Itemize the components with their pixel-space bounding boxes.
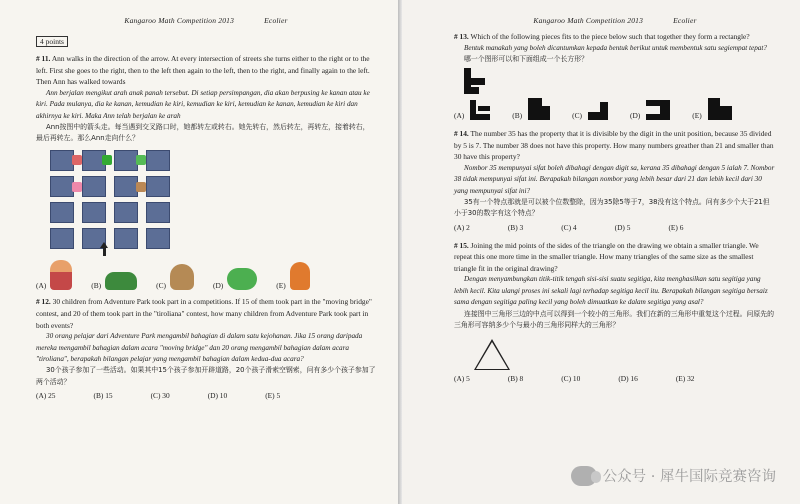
q11-english: Ann walks in the direction of the arrow. At every intersection of streets she turns either to the right or to the left. First she goes to the right, then to the left then again to the left, then to the right, and finally again to the left. Then Ann has walked towards <box>36 54 370 87</box>
q14-option-b[interactable]: (B) 3 <box>507 222 524 232</box>
grid-block <box>50 202 74 223</box>
q12-option-a[interactable]: (A) 25 <box>36 390 56 400</box>
piece-a <box>470 100 490 120</box>
grid-block <box>114 228 138 249</box>
q12-option-e[interactable]: (E) 5 <box>265 390 281 400</box>
points-badge: 4 points <box>36 36 68 47</box>
question-15 <box>454 240 776 383</box>
grid-block <box>82 176 106 197</box>
wechat-logo-icon <box>571 466 597 486</box>
grid-block <box>50 150 74 171</box>
header-level: Ecolier <box>673 16 697 25</box>
q12-english: 30 children from Adventure Park took part in a competitions. If 15 of them took part in the "moving bridge" contest, and 20 of them took part in the "tiroliana" contest, how many children from Adventure Park took part in both events? <box>36 297 372 330</box>
q15-option-a[interactable]: (A) 5 <box>454 374 470 384</box>
frog-icon <box>227 268 257 290</box>
q15-chinese: 连接图中三角形三边的中点可以得到一个较小的三角形。我们在新的三角形中重复这个过程。问原先的三角形可容纳多少个与最小的三角形同样大的三角形？ <box>454 309 775 329</box>
grid-block <box>50 176 74 197</box>
q14-malay: Nombor 35 mempunyai sifat boleh dibahagi dengan digit sa, kerana 35 dibahagi dengan 5 ialah 7. Nombor 38 tidak mempunyai sifat ini. Berapakah bilangan nombor yang lebih besar dari 21 dan lebih kecil dari 30 yang mempunyai sifat ini? <box>454 163 775 195</box>
grid-block <box>146 228 170 249</box>
q13-malay: Bentuk manakah yang boleh dicantumkan kepada bentuk berikut untuk membentuk satu segiempat tepat? <box>464 43 767 52</box>
grid-block <box>146 150 170 171</box>
q15-english: Joining the mid points of the sides of the triangle on the drawing we obtain a smaller triangle. We repeat this one more time in the smaller triangle. How many triangles of the same size as the smallest triangle fit in the original drawing? <box>454 240 759 273</box>
q11-option-b[interactable]: (B) <box>91 272 137 290</box>
q11-chinese: Ann按图中的箭头走。每当遇到交叉路口时，她都转左或转右。她先转右，然后转左，再转左，接着转右，最后再转左。那么Ann走向什么？ <box>36 123 370 143</box>
q12-option-b[interactable]: (B) 15 <box>93 390 113 400</box>
q13-option-c[interactable]: (C) <box>572 102 608 120</box>
page-header <box>36 16 376 25</box>
triangle-figure <box>474 339 510 370</box>
doll-icon <box>72 155 82 165</box>
q13-option-e[interactable]: (E) <box>692 98 731 120</box>
car-icon <box>105 272 137 290</box>
q15-option-e[interactable]: (E) 32 <box>675 374 695 384</box>
question-14 <box>454 128 776 231</box>
q11-option-c[interactable]: (C) <box>156 264 194 290</box>
grid-block <box>146 176 170 197</box>
q11-malay: Ann berjalan mengikut arah anak panah tersebut. Di setiap persimpangan, dia akan berpusing ke kanan atau ke kiri. Pada mulanya, dia ke kanan, kemudian ke kiri, kemudian ke kiri, kemudian ke kanan, kemudian ke kiri dan akhirnya ke kiri. Maka Ann telah berjalan ke arah <box>36 88 370 120</box>
header-title: Kangaroo Math Competition 2013 <box>533 16 644 25</box>
q11-option-e[interactable]: (E) <box>276 262 309 290</box>
q15-options <box>454 374 776 383</box>
q13-number: # 13. <box>454 32 469 41</box>
q11-option-a[interactable]: (A) <box>36 260 72 290</box>
question-11 <box>36 53 376 290</box>
header-level: Ecolier <box>264 16 288 25</box>
piece-e <box>708 98 732 120</box>
q14-option-e[interactable]: (E) 6 <box>668 222 684 232</box>
q15-malay: Dengan menyambungkan titik-titik tengah sisi-sisi suatu segitiga, kita menghasilkan satu segitiga yang lebih kecil. Kita ulangi proses ini sekali lagi terhadap segitiga kecil itu. Berapakah bilangan segitiga bersaiz sama dengan segitiga paling kecil yang boleh dimuatkan ke dalam segitiga yang asal? <box>454 275 768 307</box>
watermark <box>571 465 776 486</box>
question-13 <box>454 31 776 120</box>
right-page <box>402 0 800 504</box>
page-header <box>454 16 776 25</box>
fox-icon <box>290 262 310 290</box>
q14-option-c[interactable]: (C) 4 <box>561 222 577 232</box>
q13-english: Which of the following pieces fits to the piece below such that together they form a rectangle? <box>470 32 750 41</box>
grid-block <box>114 176 138 197</box>
q13-options <box>454 98 776 120</box>
q14-english: The number 35 has the property that it is divisible by the digit in the unit position, because 35 divided by 5 is 7. The number 38 does not have this property. How many numbers greather than 21 and smaller than 30 have this property? <box>454 129 774 162</box>
doll-icon <box>72 182 82 192</box>
q15-option-b[interactable]: (B) 8 <box>507 374 524 384</box>
grid-block <box>114 150 138 171</box>
q11-number: # 11. <box>36 54 51 63</box>
q13-option-a[interactable]: (A) <box>454 100 490 120</box>
q13-option-b[interactable]: (B) <box>512 98 550 120</box>
grid-block <box>50 228 74 249</box>
car-icon <box>102 155 112 165</box>
left-page <box>0 0 398 504</box>
q12-options <box>36 391 376 400</box>
doll-icon <box>50 260 72 290</box>
q11-option-d[interactable]: (D) <box>213 268 257 290</box>
q14-options <box>454 223 776 232</box>
piece-c <box>588 102 608 120</box>
question-12 <box>36 296 376 399</box>
q15-option-c[interactable]: (C) 10 <box>561 374 581 384</box>
q15-option-d[interactable]: (D) 16 <box>618 374 638 384</box>
grid-block <box>82 202 106 223</box>
q12-option-d[interactable]: (D) 10 <box>207 390 228 400</box>
q12-option-c[interactable]: (C) 30 <box>150 390 170 400</box>
street-grid <box>50 150 172 254</box>
q11-options <box>36 260 376 290</box>
watermark-text: 公众号 · 犀牛国际竞赛咨询 <box>602 469 776 485</box>
q13-chinese: 哪一个图形可以和下面组成一个长方形？ <box>464 55 589 63</box>
q12-chinese: 30个孩子参加了一些活动。如果其中15个孩子参加开辟道路，20个孩子滑索空钢索，问有多少个孩子参加了两个活动？ <box>36 366 376 386</box>
q14-chinese: 35有一个特点那就是可以被个位数整除，因为35除5等于7，38没有这个特点。问有多少个大于21但小于30的数字有这个特点？ <box>454 198 770 218</box>
grid-block <box>146 202 170 223</box>
base-piece <box>464 68 494 94</box>
q12-number: # 12. <box>36 297 51 307</box>
piece-b <box>528 98 550 120</box>
q13-option-d[interactable]: (D) <box>630 100 670 120</box>
q12-malay: 30 orang pelajar dari Adventure Park mengambil bahagian di dalam satu kejohanan. Jika 15 orang daripada mereka mengambil bahagian dalam acara "moving bridge" dan 20 orang mengambil bahagian dalam acara "tiroliana", berapakah bilangan pelajar yang mengambil bahagian dalam kedua-dua acara? <box>36 332 363 363</box>
dog-icon <box>136 182 146 192</box>
q15-number: # 15. <box>454 240 469 250</box>
frog-icon <box>136 155 146 165</box>
piece-d <box>646 100 670 120</box>
q14-option-d[interactable]: (D) 5 <box>614 222 631 232</box>
dog-icon <box>170 264 194 290</box>
q14-option-a[interactable]: (A) 2 <box>454 222 470 232</box>
q14-number: # 14. <box>454 129 469 139</box>
grid-block <box>114 202 138 223</box>
arrow-shaft <box>103 246 106 256</box>
header-title: Kangaroo Math Competition 2013 <box>124 16 235 25</box>
